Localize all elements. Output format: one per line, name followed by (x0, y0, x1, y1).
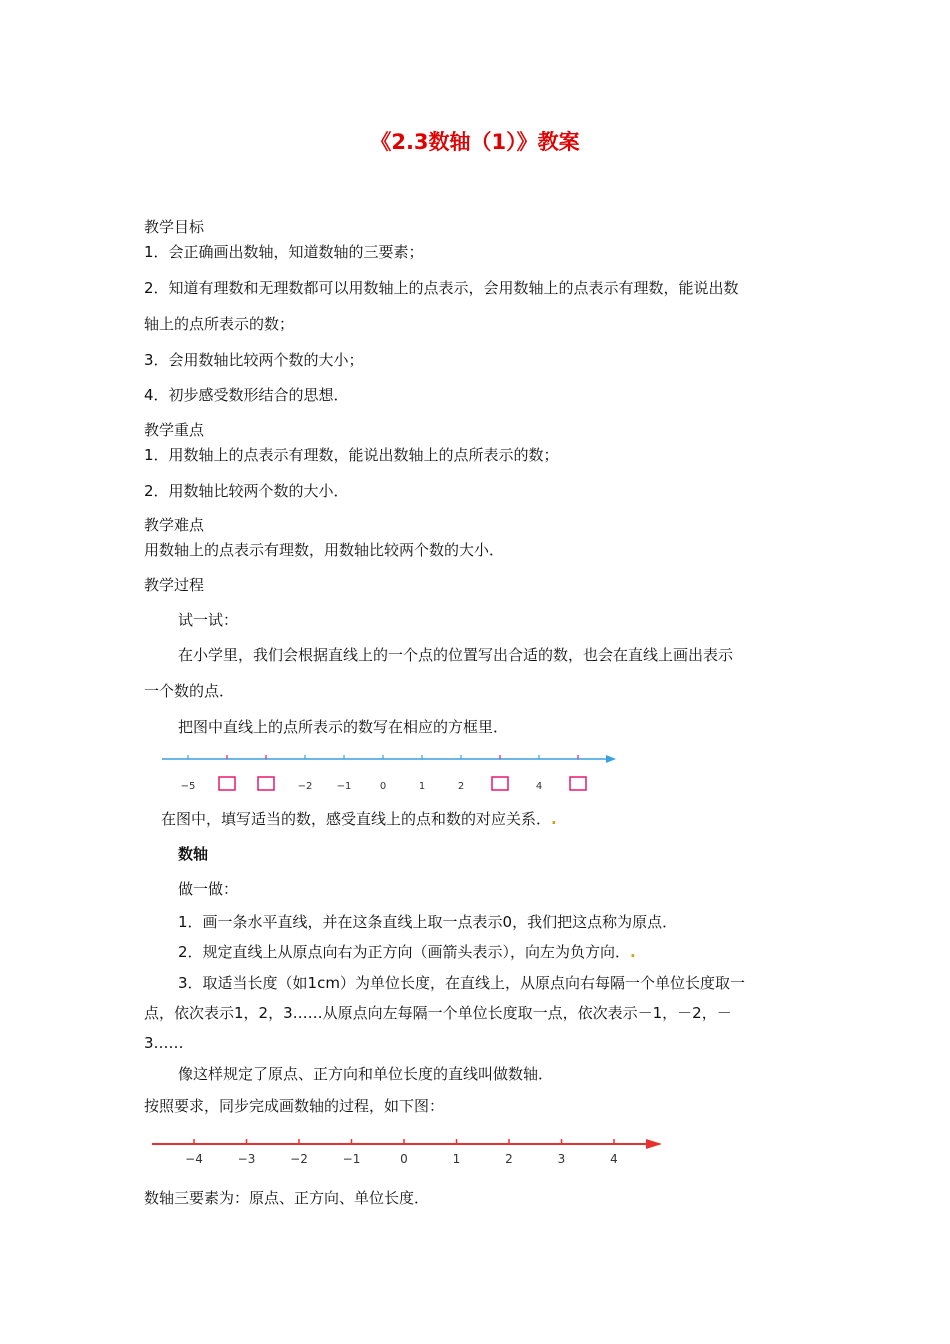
after-figure-sentence: 在图中，填写适当的数，感受直线上的点和数的对应关系． (161, 810, 552, 828)
axis-arrow (606, 755, 616, 763)
answer-box (219, 777, 235, 790)
key-item: 1．用数轴上的点表示有理数，能说出数轴上的点所表示的数； (144, 446, 559, 464)
try-heading: 试一试： (178, 611, 239, 629)
tick-label: 1 (452, 1152, 461, 1166)
do-heading: 做一做： (178, 880, 239, 898)
tick-label: 1 (418, 781, 426, 792)
axis-heading: 数轴 (178, 845, 209, 863)
step-3-cont: 3…… (144, 1034, 184, 1052)
tick-label: −4 (185, 1152, 203, 1166)
number-line-figure-2 (150, 1133, 670, 1173)
tick-label: 3 (557, 1152, 566, 1166)
page-title: 《2.3数轴（1）》教案 (370, 130, 580, 154)
tick-label: −1 (342, 1152, 361, 1166)
number-line-figure-1 (160, 745, 630, 795)
three-elements: 数轴三要素为：原点、正方向、单位长度． (144, 1189, 430, 1207)
step-2 (178, 942, 636, 962)
key-heading: 教学重点 (144, 421, 205, 439)
tick-label: 0 (379, 781, 387, 792)
tick-label: −2 (297, 781, 313, 792)
difficult-text: 用数轴上的点表示有理数，用数轴比较两个数的大小． (144, 541, 505, 559)
goal-item: 4．初步感受数形结合的思想． (144, 386, 349, 404)
tick-label: −3 (237, 1152, 256, 1166)
after-figure-text (161, 809, 557, 829)
key-item: 2．用数轴比较两个数的大小． (144, 482, 349, 500)
try-text: 在小学里，我们会根据直线上的一个点的位置写出合适的数，也会在直线上画出表示 (178, 646, 734, 664)
decorative-dot: . (551, 810, 557, 828)
difficult-heading: 教学难点 (144, 516, 205, 534)
follow-text: 按照要求，同步完成画数轴的过程，如下图： (144, 1097, 445, 1115)
step-2-text: 2．规定直线上从原点向右为正方向（画箭头表示），向左为负方向． (178, 943, 631, 961)
process-heading: 教学过程 (144, 576, 205, 594)
goals-heading: 教学目标 (144, 218, 205, 236)
tick-label: 2 (505, 1152, 513, 1166)
tick-label: 4 (610, 1152, 618, 1166)
tick-label: 4 (535, 781, 543, 792)
goal-item: 轴上的点所表示的数； (144, 315, 295, 333)
answer-box (492, 777, 508, 790)
answer-box (570, 777, 586, 790)
tick-label: −1 (336, 781, 352, 792)
axis-arrow (646, 1139, 662, 1149)
goal-item: 3．会用数轴比较两个数的大小； (144, 351, 364, 369)
goal-item: 1．会正确画出数轴，知道数轴的三要素； (144, 243, 424, 261)
step-1: 1．画一条水平直线，并在这条直线上取一点表示0，我们把这点称为原点． (178, 913, 678, 931)
goal-item: 2．知道有理数和无理数都可以用数轴上的点表示，会用数轴上的点表示有理数，能说出数 (144, 279, 739, 297)
tick-label: −2 (290, 1152, 308, 1166)
step-3-cont: 点，依次表示1，2，3……从原点向左每隔一个单位长度取一点，依次表示－1，－2，－ (144, 1004, 732, 1022)
definition: 像这样规定了原点、正方向和单位长度的直线叫做数轴． (178, 1065, 554, 1083)
try-text: 一个数的点． (144, 682, 235, 700)
step-3: 3．取适当长度（如1cm）为单位长度，在直线上，从原点向右每隔一个单位长度取一 (178, 974, 745, 992)
tick-label: −5 (180, 781, 196, 792)
tick-label: 2 (457, 781, 465, 792)
try-instruction: 把图中直线上的点所表示的数写在相应的方框里． (178, 718, 509, 736)
tick-label: 0 (400, 1152, 408, 1166)
decorative-dot: . (630, 943, 636, 961)
answer-box (258, 777, 274, 790)
